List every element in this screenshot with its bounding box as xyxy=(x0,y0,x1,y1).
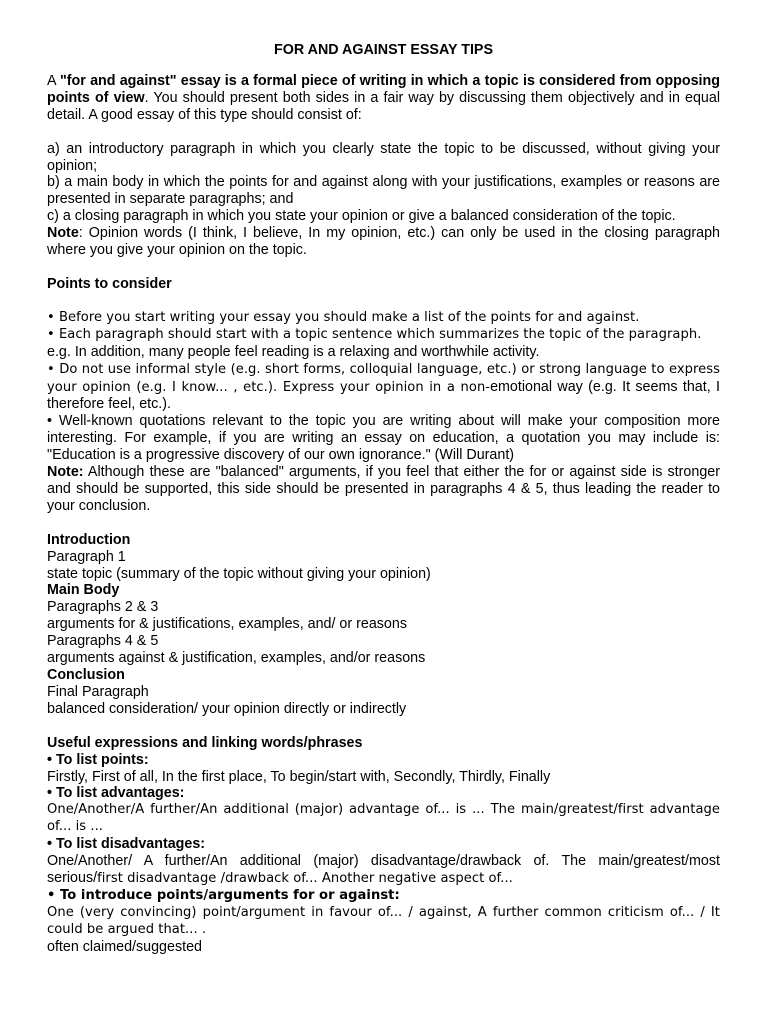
note-label: Note xyxy=(47,225,79,242)
structure-item-c: c) a closing paragraph in which you state your opinion or give a balanced consideration of the topic. xyxy=(47,208,676,225)
points-bullet-4: • Well-known quotations relevant to the topic you are writing about will make your composition more interesting. For example, if you are writing an essay on education, a quotation you may include is: "Education is a progressive discovery of our own ignorance." (Will Durant) xyxy=(47,413,720,464)
points-note-label: Note: xyxy=(47,464,84,481)
points-bullet-3 xyxy=(47,361,720,414)
points-example: e.g. In addition, many people feel reading is a relaxing and worthwhile activity. xyxy=(47,343,540,360)
introduce-points-label: • To introduce points/arguments for or against: xyxy=(47,887,400,903)
outline-paragraphs-2-3-desc: arguments for & justifications, examples, and/ or reasons xyxy=(47,616,407,633)
spacer xyxy=(47,718,720,735)
list-advantages-text: One/Another/A further/An additional (major) advantage of... is ... The main/greatest/first advantage of... is ... xyxy=(47,802,720,835)
list-disadvantages-label: • To list disadvantages: xyxy=(47,836,206,853)
outline-heading-main-body: Main Body xyxy=(47,582,120,599)
intro-prefix: A xyxy=(47,72,60,89)
list-advantages-label: • To list advantages: xyxy=(47,785,185,802)
structure-note xyxy=(47,225,720,259)
list-disadvantages-text xyxy=(47,853,720,888)
list-points-text: Firstly, First of all, In the first place, To begin/start with, Secondly, Thirdly, Finally xyxy=(47,768,551,785)
section-heading-expressions: Useful expressions and linking words/phrases xyxy=(47,734,363,751)
intro-rest: . You should present both sides in a fair way by discussing them objectively and in equal detail. A good essay of this type should consist of: xyxy=(47,89,720,123)
claimed-text: often claimed/suggested xyxy=(47,938,202,955)
points-bullet-3-end: emotional way (e.g. It seems that, I therefore feel, etc.). xyxy=(47,378,720,413)
outline-final-paragraph: Final Paragraph xyxy=(47,683,149,700)
intro-paragraph xyxy=(47,73,720,124)
note-text: : Opinion words (I think, I believe, In my opinion, etc.) can only be used in the closing paragraph where you give your opinion on the topic. xyxy=(47,225,720,259)
spacer xyxy=(47,293,720,310)
outline-paragraph-1-desc: state topic (summary of the topic without giving your opinion) xyxy=(47,565,431,582)
spacer xyxy=(47,259,720,276)
spacer xyxy=(47,515,720,532)
section-heading-points: Points to consider xyxy=(47,275,172,292)
structure-item-b: b) a main body in which the points for and against along with your justifications, examples or reasons are presented in separate paragraphs; and xyxy=(47,174,720,208)
points-bullet-3-start: • Do not use informal style (e.g. short forms, colloquial language, etc.) or strong language to express your opinion (e.g. I know... , etc.). Express your opinion in a non- xyxy=(47,361,720,395)
points-note xyxy=(47,464,720,515)
page-title: FOR AND AGAINST ESSAY TIPS xyxy=(274,42,493,58)
outline-heading-introduction: Introduction xyxy=(47,531,131,548)
outline-paragraphs-2-3: Paragraphs 2 & 3 xyxy=(47,599,159,616)
points-note-text: Although these are "balanced" arguments, if you feel that either the for or against side is stronger and should be supported, this side should be presented in paragraphs 4 & 5, thus leading the reader to your conclusion. xyxy=(47,464,720,514)
list-points-label: • To list points: xyxy=(47,751,149,768)
introduce-points-text: One (very convincing) point/argument in favour of... / against, A further common criticism of... / It could be argued that... . xyxy=(47,904,720,937)
outline-final-paragraph-desc: balanced consideration/ your opinion directly or indirectly xyxy=(47,700,407,717)
outline-paragraphs-4-5-desc: arguments against & justification, examples, and/or reasons xyxy=(47,650,426,667)
intro-bold-definition: "for and against" essay is a formal piece of writing in which a topic is considered from opposing points of view xyxy=(47,72,720,106)
list-disadvantages-text-end: first disadvantage /drawback of... Another negative aspect of... xyxy=(97,870,513,886)
points-bullet-2: • Each paragraph should start with a topic sentence which summarizes the topic of the paragraph. xyxy=(47,326,702,342)
points-bullet-1: • Before you start writing your essay you should make a list of the points for and against. xyxy=(47,309,640,325)
list-disadvantages-text-start: One/Another/ A further/An additional (major) disadvantage/drawback of. The main/greatest/most serious/ xyxy=(47,853,720,886)
outline-paragraph-1: Paragraph 1 xyxy=(47,548,126,565)
outline-heading-conclusion: Conclusion xyxy=(47,667,125,683)
outline-paragraphs-4-5: Paragraphs 4 & 5 xyxy=(47,633,159,650)
structure-item-a: a) an introductory paragraph in which you clearly state the topic to be discussed, without giving your opinion; xyxy=(47,140,720,174)
spacer xyxy=(47,124,720,141)
